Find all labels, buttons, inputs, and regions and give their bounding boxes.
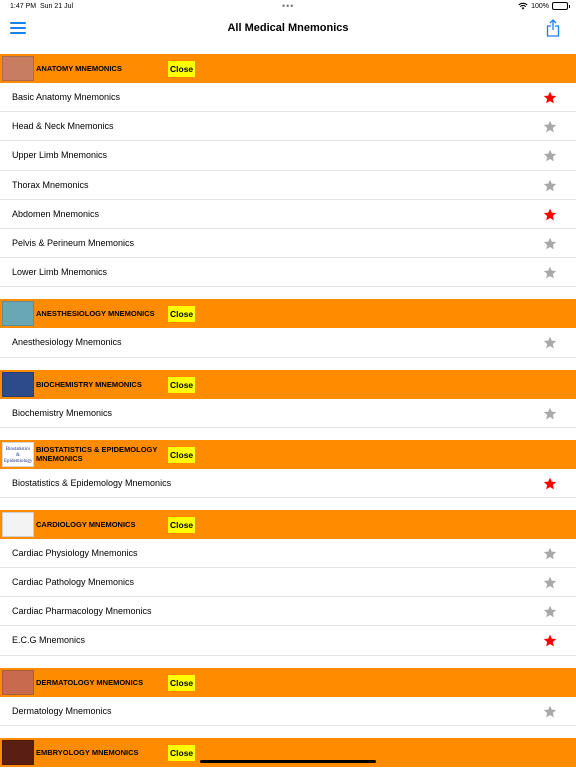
favorite-star-icon[interactable] xyxy=(543,120,557,133)
favorite-star-filled-icon[interactable] xyxy=(543,91,557,104)
status-right xyxy=(518,2,568,10)
section-thumbnail-icon xyxy=(2,301,34,326)
section-gap xyxy=(0,726,576,738)
section-title: ANATOMY MNEMONICS xyxy=(36,64,122,73)
favorite-star-filled-icon[interactable] xyxy=(543,477,557,490)
multitasking-dots-icon[interactable]: ••• xyxy=(282,1,295,11)
list-item[interactable] xyxy=(0,597,576,626)
mnemonics-list xyxy=(0,54,576,767)
battery-percent: 100% xyxy=(531,2,549,10)
list-item-label: Anesthesiology Mnemonics xyxy=(12,337,122,348)
section-thumbnail-icon: Biostatistics & Epidemiology xyxy=(2,442,34,467)
list-item-label: Cardiac Physiology Mnemonics xyxy=(12,547,138,558)
battery-icon xyxy=(552,2,568,10)
status-bar xyxy=(0,0,576,14)
list-item-label: Basic Anatomy Mnemonics xyxy=(12,92,121,102)
list-item[interactable] xyxy=(0,539,576,568)
list-item-label: Cardiac Pathology Mnemonics xyxy=(12,577,135,588)
page-title: All Medical Mnemonics xyxy=(227,22,349,34)
list-item-label: Lower Limb Mnemonics xyxy=(12,267,108,278)
close-section-button[interactable]: Close xyxy=(168,675,195,691)
list-item-label: Thorax Mnemonics xyxy=(12,179,89,190)
home-indicator[interactable] xyxy=(200,760,376,763)
close-section-button[interactable]: Close xyxy=(168,447,195,463)
list-item-label: Pelvis & Perineum Mnemonics xyxy=(12,237,135,248)
section-header[interactable] xyxy=(0,370,576,399)
list-item[interactable] xyxy=(0,568,576,597)
list-item-label: E.C.G Mnemonics xyxy=(12,635,86,646)
section-title: DERMATOLOGY MNEMONICS xyxy=(36,677,144,687)
close-section-button[interactable]: Close xyxy=(168,306,195,322)
list-item[interactable] xyxy=(0,626,576,655)
section-thumbnail-icon xyxy=(2,740,34,765)
favorite-star-filled-icon[interactable] xyxy=(543,634,557,647)
list-item[interactable] xyxy=(0,258,576,287)
status-date: Sun 21 Jul xyxy=(40,3,74,10)
section-header[interactable] xyxy=(0,440,576,469)
section-title: BIOCHEMISTRY MNEMONICS xyxy=(36,379,142,389)
section-thumbnail-icon xyxy=(2,372,34,397)
list-item-label: Biochemistry Mnemonics xyxy=(12,407,113,418)
favorite-star-icon[interactable] xyxy=(543,266,557,279)
favorite-star-filled-icon[interactable] xyxy=(543,208,557,221)
share-icon[interactable] xyxy=(546,19,560,37)
section-title: CARDIOLOGY MNEMONICS xyxy=(36,519,136,529)
list-item[interactable] xyxy=(0,328,576,357)
list-item[interactable] xyxy=(0,697,576,726)
close-section-button[interactable]: Close xyxy=(168,377,195,393)
favorite-star-icon[interactable] xyxy=(543,237,557,250)
wifi-icon xyxy=(518,2,528,10)
close-section-button[interactable]: Close xyxy=(168,61,195,77)
favorite-star-icon[interactable] xyxy=(543,547,557,560)
section-gap xyxy=(0,428,576,440)
list-item[interactable] xyxy=(0,469,576,498)
list-item-label: Dermatology Mnemonics xyxy=(12,705,112,716)
section-header[interactable] xyxy=(0,668,576,697)
list-item[interactable] xyxy=(0,83,576,112)
section-title: EMBRYOLOGY MNEMONICS xyxy=(36,747,139,757)
close-section-button[interactable]: Close xyxy=(168,745,195,761)
list-item[interactable] xyxy=(0,171,576,200)
favorite-star-icon[interactable] xyxy=(543,179,557,192)
status-time: 1:47 PM xyxy=(10,3,37,10)
section-gap xyxy=(0,287,576,299)
section-thumbnail-icon xyxy=(2,670,34,695)
section-title: BIOSTATISTICS & EPIDEMOLOGY MNEMONICS xyxy=(36,445,158,464)
list-item[interactable] xyxy=(0,399,576,428)
section-header[interactable] xyxy=(0,510,576,539)
section-thumbnail-icon xyxy=(2,512,34,537)
favorite-star-icon[interactable] xyxy=(543,407,557,420)
navigation-bar xyxy=(0,14,576,50)
favorite-star-icon[interactable] xyxy=(543,149,557,162)
favorite-star-icon[interactable] xyxy=(543,605,557,618)
section-gap xyxy=(0,358,576,370)
list-item-label: Upper Limb Mnemonics xyxy=(12,150,108,161)
section-header[interactable] xyxy=(0,299,576,328)
favorite-star-icon[interactable] xyxy=(543,336,557,349)
favorite-star-icon[interactable] xyxy=(543,576,557,589)
list-item[interactable] xyxy=(0,200,576,229)
close-section-button[interactable]: Close xyxy=(168,517,195,533)
section-gap xyxy=(0,498,576,510)
section-title: ANESTHESIOLOGY MNEMONICS xyxy=(36,309,155,319)
section-gap xyxy=(0,656,576,668)
list-item-label: Cardiac Pharmacology Mnemonics xyxy=(12,606,152,617)
list-item[interactable] xyxy=(0,229,576,258)
list-item[interactable] xyxy=(0,112,576,141)
list-item-label: Biostatistics & Epidemology Mnemonics xyxy=(12,477,172,488)
list-item[interactable] xyxy=(0,141,576,170)
list-item-label: Abdomen Mnemonics xyxy=(12,208,100,219)
favorite-star-icon[interactable] xyxy=(543,705,557,718)
section-header[interactable] xyxy=(0,54,576,83)
section-thumbnail-icon xyxy=(2,56,34,81)
list-item-label: Head & Neck Mnemonics xyxy=(12,121,114,132)
